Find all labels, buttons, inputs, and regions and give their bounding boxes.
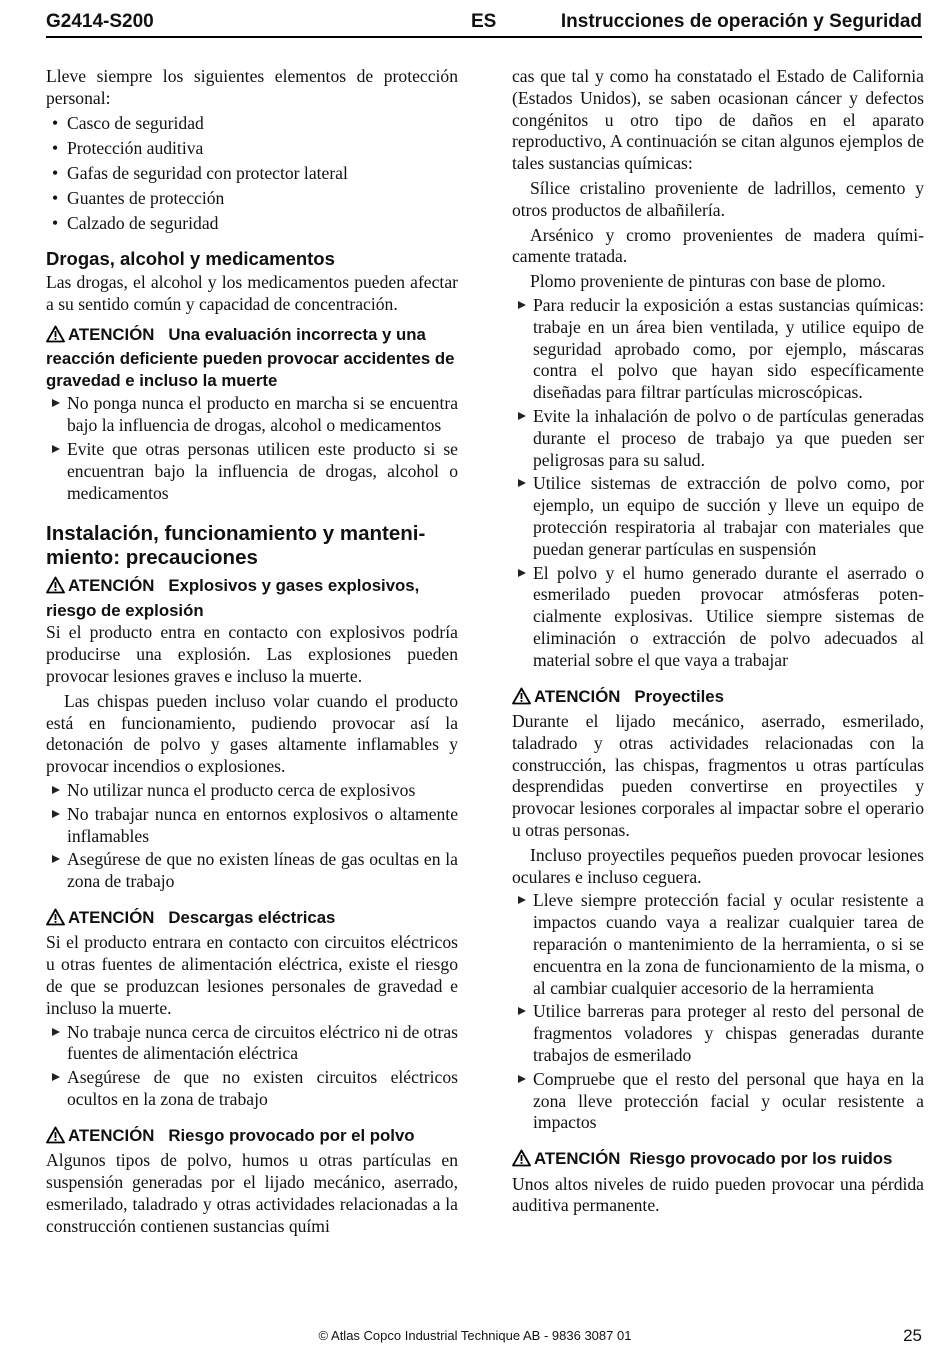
list-item: • Guantes de protección: [46, 188, 458, 210]
warning-triangle-icon: [512, 687, 531, 711]
warning-word: ATENCIÓN: [534, 686, 621, 706]
arrow-bullet-icon: [518, 301, 526, 309]
list-item-text: Compruebe que el resto del personal que haya en la zona lleve protección facial y ocular resistente a impactos: [533, 1068, 924, 1133]
list-item-text: Utilice sistemas de extracción de polvo como, por ejemplo, un equipo de succión y lleve un equipo de protección respiratoria al trabajar con materiales que puedan generar partículas en suspensión: [533, 473, 924, 559]
arrow-bullet-icon: [518, 1075, 526, 1083]
dust-text-1-continued: cas que tal y como ha constatado el Estado de California (Estados Unidos), se saben ocasionan cáncer y defectos congénitos u otro tipo de daños en el aparato reproductivo, A continuación se citan algunos ejemplos de tales sustancias químicas:: [512, 66, 924, 174]
arrow-bullet-icon: [52, 445, 60, 453]
warning-block-dust: [46, 1125, 458, 1150]
projectile-bullets: [512, 890, 924, 1134]
list-item-text: Utilice barreras para proteger al resto del personal de fragmentos voladores y chispas generadas durante trabajos de esmerilado: [533, 1001, 924, 1065]
warning-block-explosives: [46, 575, 458, 621]
warning-triangle-icon: [512, 1149, 531, 1173]
warning-word: ATENCIÓN: [68, 1125, 155, 1145]
warning-triangle-icon: [46, 908, 65, 932]
projectile-text-2: Incluso proyectiles pequeños pueden provocar lesiones oculares e incluso ceguera.: [512, 844, 924, 887]
arrow-bullet-icon: [518, 479, 526, 487]
ppe-list: [46, 113, 458, 235]
arrow-bullet-icon: [52, 786, 60, 794]
list-item: [46, 1022, 458, 1066]
drugs-text: Las drogas, el alcohol y los medicamentos pueden afectar a su sentido común y capacidad de concentración.: [46, 272, 458, 315]
list-item: [512, 890, 924, 999]
list-item: [512, 1069, 924, 1134]
list-item: [512, 406, 924, 471]
arrow-bullet-icon: [518, 412, 526, 420]
warning-word: ATENCIÓN: [68, 576, 155, 596]
warning-triangle-icon: [46, 325, 65, 349]
drugs-bullets: [46, 393, 458, 504]
arrow-bullet-icon: [52, 399, 60, 407]
warning-block-electric: [46, 907, 458, 932]
list-item-text: Evite que otras personas utilicen este producto si se encuentran bajo la influencia de drogas, alcohol o medicamentos: [67, 439, 458, 503]
right-column: [512, 66, 924, 1217]
warning-triangle-icon: [46, 576, 65, 600]
copyright-notice: © Atlas Copco Industrial Technique AB - 9836 3087 01: [318, 1328, 632, 1343]
list-item: [512, 295, 924, 404]
page-number: 25: [903, 1326, 922, 1345]
dust-text-3: Arsénico y cromo provenientes de madera químicamente tratada.: [512, 224, 924, 267]
dust-text-1: Algunos tipos de polvo, humos u otras partículas en suspensión generadas por el lijado mecánico, aserrado, esmerilado, taladrado y otras actividades relacionadas a la construcción contienen sustancias quími: [46, 1150, 458, 1236]
list-item: [512, 1001, 924, 1066]
list-item: • Protección auditiva: [46, 138, 458, 160]
electric-text: Si el producto entrara en contacto con circuitos eléctricos u otras fuentes de alimentación eléctrica, existe el riesgo de que se produzcan lesiones personales de gravedad e incluso la muerte.: [46, 932, 458, 1018]
dust-text-2: Sílice cristalino proveniente de ladrillos, cemento y otros productos de albañilería.: [512, 177, 924, 220]
warning-block-projectiles: [512, 686, 924, 711]
list-item-text: No ponga nunca el producto en marcha si se encuentra bajo la influencia de drogas, alcohol o medicamentos: [67, 393, 458, 436]
warning-triangle-icon: [46, 1126, 65, 1150]
explosive-text-2: Las chispas pueden incluso volar cuando el producto está en funcionamiento, pudiendo provocar así la detonación de polvo y gases altamente inflamables y provocar incendios o explosiones.: [46, 690, 458, 777]
arrow-bullet-icon: [52, 855, 60, 863]
noise-text: Unos altos niveles de ruido pueden provocar una pérdida auditiva permanente.: [512, 1173, 924, 1216]
explosive-text-1: Si el producto entra en contacto con explosivos podría producirse una explosión. Las explosiones pueden provocar lesiones graves e incluso la muerte.: [46, 622, 458, 686]
warning-title: Riesgo provocado por los ruidos: [629, 1149, 893, 1169]
dust-text-4: Plomo proveniente de pinturas con base de plomo.: [530, 271, 886, 292]
warning-title: Riesgo provocado por el polvo: [168, 1125, 415, 1145]
explosive-bullets: [46, 780, 458, 893]
warning-title: Una evaluación incorrecta y una reacción deficiente pueden provocar accidentes de gravedad e incluso la muerte: [46, 324, 455, 390]
arrow-bullet-icon: [518, 569, 526, 577]
list-item: [46, 1067, 458, 1111]
arrow-bullet-icon: [52, 810, 60, 818]
page-header: [46, 10, 922, 38]
list-item-text: No trabajar nunca en entornos explosivos o altamente inflamables: [67, 803, 458, 846]
section-heading-installation: Instalación, funcionamiento y mantenimiento: precauciones: [46, 522, 426, 569]
warning-title: Descargas eléctricas: [168, 907, 336, 927]
list-item: [46, 393, 458, 437]
warning-title: Explosivos y gases explosivos, riesgo de explosión: [46, 576, 420, 620]
warning-title: Proyectiles: [634, 686, 724, 706]
warning-block-noise: [512, 1148, 924, 1173]
arrow-bullet-icon: [52, 1073, 60, 1081]
warning-word: ATENCIÓN: [68, 907, 155, 927]
list-item-text: No trabaje nunca cerca de circuitos eléctrico ni de otras fuentes de alimentación eléctrica: [67, 1021, 458, 1064]
section-heading-drugs: Drogas, alcohol y medicamentos: [46, 248, 335, 270]
page-footer: [0, 1326, 950, 1348]
list-item: [512, 473, 924, 560]
list-item: [46, 804, 458, 848]
list-item-text: El polvo y el humo generado durante el aserrado o esmerilado pueden provocar atmósferas potencialmente explosivas. Utilice siempre sistemas de eliminación o extracción de polvo adecuados al material sobre el que vaya a trabajar: [533, 562, 924, 670]
document-title: Instrucciones de operación y Seguridad: [560, 11, 922, 32]
list-item: • Calzado de seguridad: [46, 213, 458, 235]
list-item-text: Lleve siempre protección facial y ocular resistente a impactos cuando vaya a realizar cualquier tarea de reparación o mantenimiento de la herramienta, o si se encuentra en la zona de funcionamiento de la misma, o al cambiar cualquier accesorio de la herramienta: [533, 890, 924, 998]
list-item: • Gafas de seguridad con protector lateral: [46, 163, 458, 185]
warning-block-drugs: [46, 324, 458, 392]
list-item-text: Evite la inhalación de polvo o de partículas generadas durante el proceso de trabajo ya que pueden ser peligrosas para su salud.: [533, 405, 924, 470]
list-item-text: No utilizar nunca el producto cerca de explosivos: [67, 779, 416, 800]
ppe-intro: Lleve siempre los siguientes elementos de protección personal:: [46, 66, 458, 108]
left-column: [46, 66, 458, 1238]
projectile-text-1: Durante el lijado mecánico, aserrado, esmerilado, taladrado y otras actividades relacionadas con la construcción, las chispas, fragmentos u otras partículas desprendidas pueden convertirse en proyectiles y provocar lesiones corporales al impactar sobre el operario u otras personas.: [512, 711, 924, 840]
model-number: G2414-S200: [46, 11, 154, 32]
list-item-text: Asegúrese de que no existen líneas de gas ocultas en la zona de trabajo: [67, 849, 458, 892]
electric-bullets: [46, 1022, 458, 1111]
list-item-text: Para reducir la exposición a estas sustancias químicas: trabaje en un área bien ventilada, y utilice equipo de seguridad aprobado como, por ejemplo, máscaras contra el polvo que hayan sido específicamente diseñadas para filtrar partículas microscópicas.: [533, 294, 924, 403]
warning-word: ATENCIÓN: [68, 324, 155, 344]
arrow-bullet-icon: [518, 896, 526, 904]
list-item: • Casco de seguridad: [46, 113, 458, 135]
list-item: [46, 780, 458, 802]
list-item: [512, 563, 924, 672]
list-item: [46, 849, 458, 893]
list-item: [46, 439, 458, 504]
dust-bullets: [512, 295, 924, 672]
arrow-bullet-icon: [52, 1028, 60, 1036]
arrow-bullet-icon: [518, 1007, 526, 1015]
warning-word: ATENCIÓN: [534, 1149, 621, 1169]
language-code: ES: [471, 11, 497, 32]
list-item-text: Asegúrese de que no existen circuitos eléctricos ocultos en la zona de trabajo: [67, 1067, 458, 1110]
